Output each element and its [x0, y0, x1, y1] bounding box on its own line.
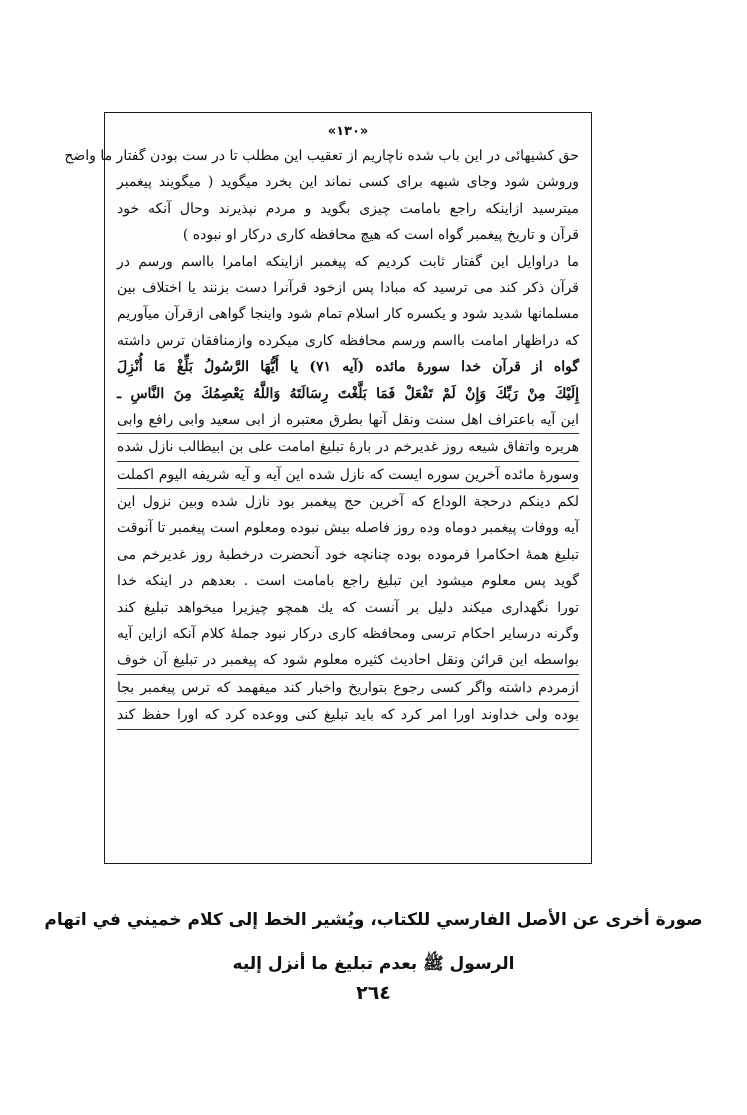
scanned-page-text — [64, 121, 579, 853]
caption-line: الرسول ﷺ بعدم تبليغ ما أنزل إليه — [232, 954, 515, 974]
scan-line: که دراظهار امامت بااسم ورسم محافظه کاری میکرده وازمنافقان ترس داشته — [117, 332, 579, 349]
page-number: ٢٦٤ — [356, 982, 391, 1004]
scan-line: وروشن شود وجای شبهه برای کسی نماند این یخرد میگوید ( میگویند پیغمبر — [117, 174, 579, 191]
scan-line-underlined: این آیه باعتراف اهل سنت ونقل آنها بطرق معتبره از ابی سعید وابی رافع وابی — [117, 407, 579, 434]
scan-page-marker: «۱۳۰» — [327, 124, 369, 139]
scan-line: حق کشیهائی در این باب شده ناچاریم از تعقیب این مطلب تا در ست بودن گفتار ما واضح — [64, 148, 579, 164]
scan-line: قرآن و تاریخ پیغمبر گواه است که هیچ محافظه کاری درکار او نبوده ) — [182, 227, 579, 244]
scan-line: ما دراوایل این گفتار ثابت کردیم که پیغمبر ازاینکه امامرا بااسم ورسم در — [117, 253, 579, 270]
caption-line: صورة أخرى عن الأصل الفارسي للكتاب، ويُشير الخط إلى كلام خميني في اتهام — [44, 910, 703, 930]
scan-line: تبلیغ همهٔ احکامرا فرموده بوده چنانچه خود آنحضرت درخطبهٔ روز غدیرخم می — [117, 546, 579, 563]
caption — [40, 898, 707, 986]
scan-line: آیه ووفات پیغمبر دوماه وده روز فاصله بیش نبوده ومعلوم است پیغمبر تا آنوقت — [117, 520, 579, 537]
scan-line-underlined: بوده ولی خداوند اورا امر کرد که باید تبلیغ کنی ووعده کرد که اورا حفظ کند — [117, 702, 579, 729]
scan-line-underlined: وسورهٔ مائده آخرین سوره ایست که نازل شده این آیه و آیه شریفه الیوم اکملت — [117, 462, 579, 489]
scan-line-verse: إِلَیْكَ مِنْ رَبِّكَ وَإِنْ لَمْ تَفْعَلْ فَمَا بَلَّغْتَ رِسَالَتَهُ وَاللَّهُ یَعْصِمُكَ مِنَ النَّاسِ ـ — [117, 385, 579, 402]
scan-line: مسلمانها شدید شود و یکسره کار اسلام تمام شود واینجا گواهی ازقرآن میآوریم — [117, 306, 579, 323]
scan-line: میترسید ازاینکه راجع بامامت چیزی بگوید و مردم نپذیرند وحال آنکه خود — [117, 200, 579, 217]
scan-line-underlined: هریره واتفاق شیعه روز غدیرخم در بارهٔ تبلیغ امامت علی بن ابیطالب نازل شده — [117, 434, 579, 461]
scan-line: لکم دینکم درحجة الوداع که آخرین حج پیغمبر بود نازل شده وبین نزول این — [117, 494, 579, 511]
scan-line: قرآن ذکر کند می ترسید که مبادا پس ازخود قرآنرا دست بزنند یا اختلاف بین — [117, 279, 579, 296]
scan-line-underlined: بواسطه این قرائن ونقل احادیث کثیره معلوم شود که پیغمبر در تبلیغ آن خوف — [117, 647, 579, 674]
scan-line-underlined: ازمردم داشته واگر کسی رجوع بتواریخ واخبار کند میفهمد که ترس پیغمبر بجا — [117, 675, 579, 702]
scan-line: تورا نگهداری میکند دلیل بر آنست که یك همچو چیزیرا میخواهد تبلیغ کند — [117, 599, 579, 616]
scanned-page-image — [64, 112, 592, 864]
scan-line: وگرنه درسایر احکام ترسی ومحافظه کاری درکار نبود جملهٔ کلام آنکه ازاین آیه — [117, 626, 579, 643]
scan-line: گوید پس معلوم میشود این تبلیغ راجع بامامت است . بعدهم در اینکه خدا — [117, 573, 579, 590]
scan-line-verse: گواه از قرآن خدا سورهٔ مائده (آیه ۷۱) یا أَیُّهَا الرَّسُولُ بَلِّغْ مَا أُنْزِلَ — [117, 359, 579, 376]
